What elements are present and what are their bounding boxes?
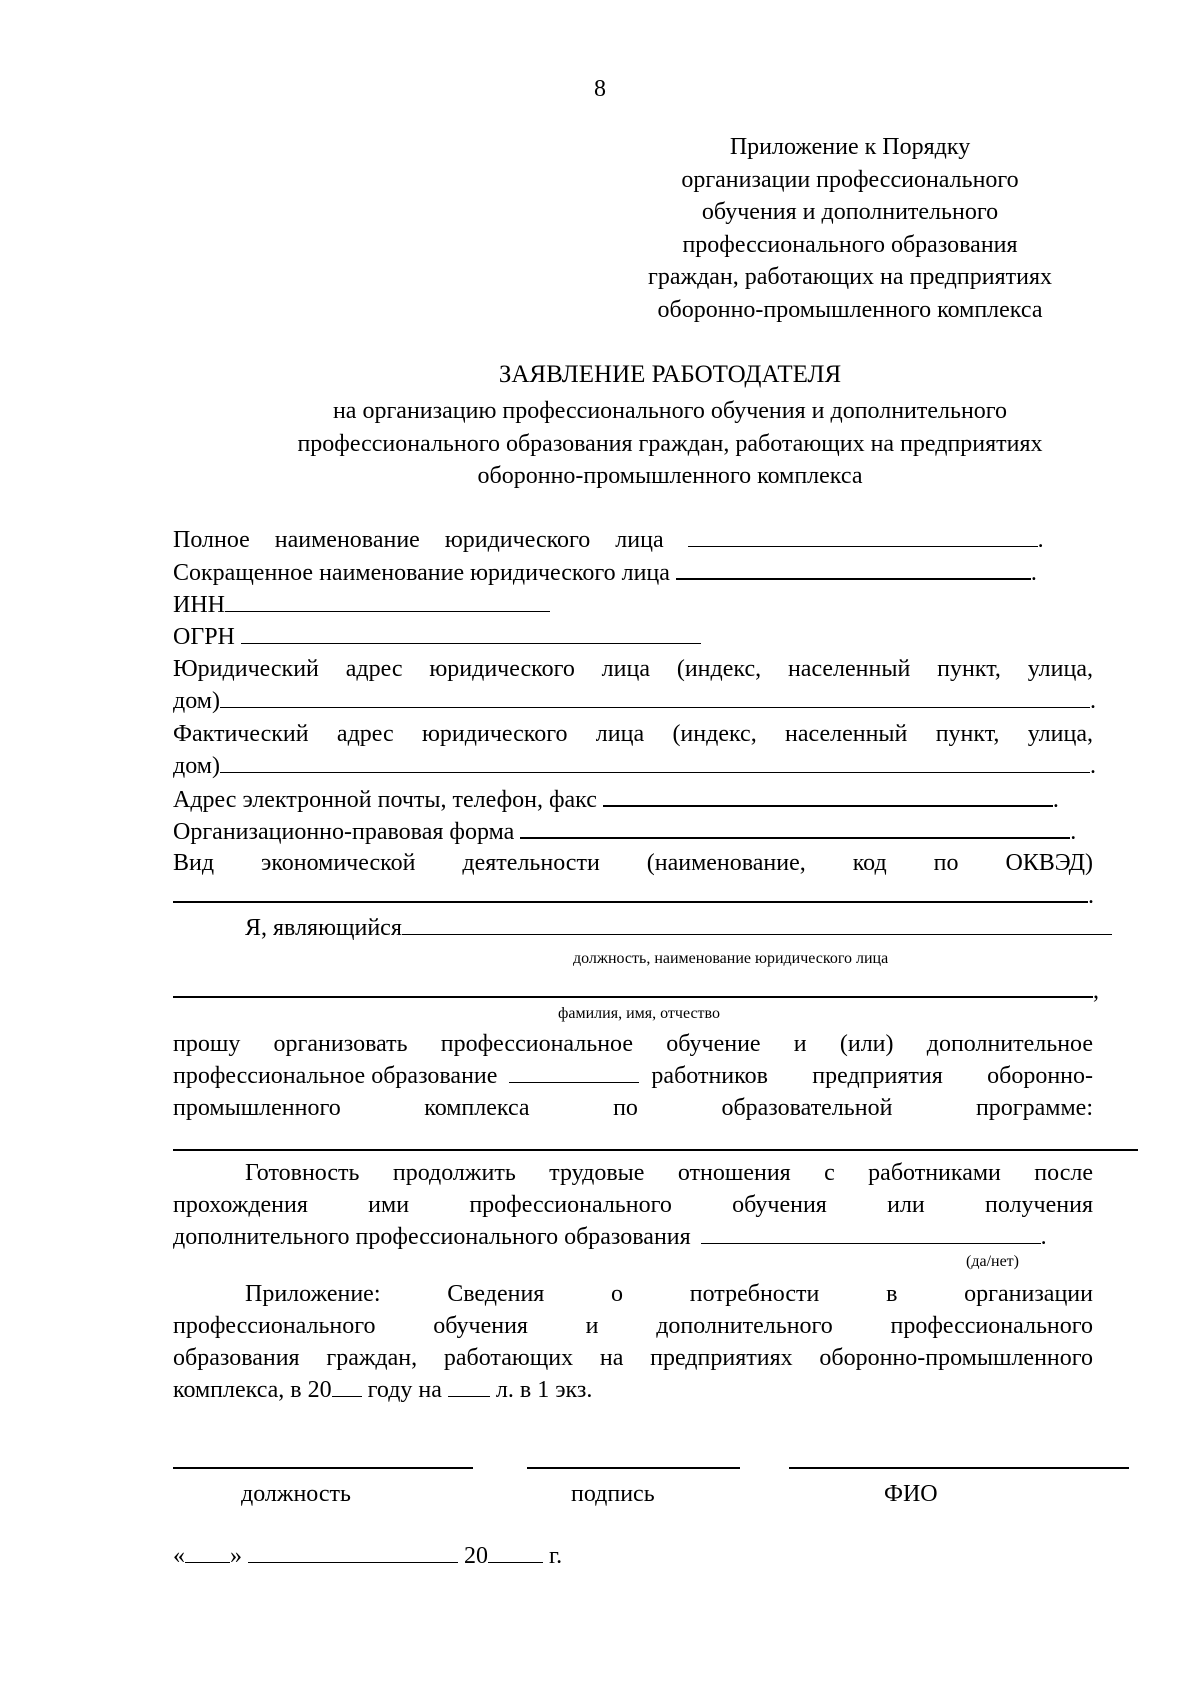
- day-input[interactable]: [185, 1541, 230, 1563]
- year-input[interactable]: [488, 1541, 543, 1563]
- date-line: [173, 1541, 1093, 1571]
- attachment-line-4: [173, 1375, 1093, 1405]
- sign-signature-line[interactable]: [527, 1467, 740, 1469]
- input-line[interactable]: [676, 557, 1031, 580]
- field-short-name: [173, 557, 1093, 588]
- field-label: дом): [173, 688, 220, 714]
- date-quote: «: [173, 1543, 185, 1569]
- input-line[interactable]: [173, 880, 1088, 903]
- field-period: .: [1088, 883, 1094, 909]
- field-period: .: [1030, 560, 1037, 586]
- request-text: работников предприятия оборонно-: [651, 1063, 1093, 1089]
- attachment-text: л. в 1 экз.: [495, 1377, 593, 1403]
- statement-i-am: [245, 913, 1145, 943]
- field-period: .: [1037, 527, 1044, 553]
- appendix-line: оборонно-промышленного комплекса: [657, 296, 1043, 323]
- field-ogrn: [173, 622, 1093, 652]
- signature-fio-label: ФИО: [884, 1481, 938, 1507]
- document-subtitle: [120, 395, 1200, 493]
- field-label: Полное наименование юридического лица: [173, 527, 664, 553]
- request-line: промышленного комплекса по образовательной программе:: [173, 1095, 1093, 1121]
- signature-sign-label: подпись: [571, 1481, 655, 1507]
- input-line[interactable]: [520, 816, 1070, 839]
- appendix-line: организации профессионального: [681, 166, 1019, 193]
- field-label: дом): [173, 753, 220, 779]
- input-line[interactable]: [688, 525, 1038, 547]
- appendix-line: профессионального образования: [682, 231, 1018, 258]
- field-actual-address: Фактический адрес юридического лица (индекс, населенный пункт, улица,: [173, 721, 1093, 747]
- field-label: Адрес электронной почты, телефон, факс: [173, 787, 597, 813]
- input-line[interactable]: [448, 1375, 490, 1397]
- appendix-heading: [600, 131, 1100, 326]
- field-inn: [173, 590, 1093, 620]
- field-activity: Вид экономической деятельности (наименование, код по ОКВЭД): [173, 850, 1093, 876]
- attachment-line: Приложение: Сведения о потребности в организации: [245, 1281, 1093, 1307]
- readiness-text: дополнительного профессионального образования: [173, 1224, 691, 1250]
- input-line[interactable]: [509, 1061, 639, 1083]
- program-input-line[interactable]: [173, 1149, 1138, 1151]
- field-contacts: [173, 784, 1093, 815]
- fio-signature-line[interactable]: [789, 1467, 1129, 1469]
- input-line[interactable]: [220, 686, 1090, 708]
- input-line[interactable]: [603, 784, 1053, 807]
- subtitle-line: на организацию профессионального обучения и дополнительного: [332, 398, 1008, 424]
- field-actual-address-cont: [173, 751, 1096, 781]
- field-full-name: [173, 525, 1093, 555]
- date-quote: »: [230, 1543, 242, 1569]
- appendix-line: Приложение к Порядку: [729, 134, 971, 160]
- field-period: .: [1089, 688, 1096, 714]
- request-line-2: [173, 1061, 1093, 1091]
- readiness-line: прохождения ими профессионального обучения или получения: [173, 1192, 1093, 1218]
- field-period: .: [1070, 819, 1077, 845]
- input-line[interactable]: [332, 1375, 362, 1397]
- signature-position-label: должность: [241, 1481, 351, 1507]
- statement-label: Я, являющийся: [245, 915, 402, 941]
- statement-comma: ,: [1093, 978, 1099, 1004]
- input-line[interactable]: [220, 751, 1090, 773]
- input-line[interactable]: [701, 1222, 1041, 1244]
- field-org-form: [173, 816, 1093, 847]
- field-legal-address: Юридический адрес юридического лица (индекс, населенный пункт, улица,: [173, 656, 1093, 682]
- field-label: Организационно-правовая форма: [173, 819, 515, 845]
- document-title: ЗАЯВЛЕНИЕ РАБОТОДАТЕЛЯ: [498, 361, 842, 388]
- input-line[interactable]: [225, 590, 550, 612]
- field-period: .: [1089, 753, 1096, 779]
- input-line[interactable]: [402, 913, 1112, 935]
- field-activity-cont: [173, 880, 1093, 911]
- attachment-line: профессионального обучения и дополнительного профессионального: [173, 1313, 1093, 1339]
- attachment-text: году на: [367, 1377, 442, 1403]
- caption-fio: фамилия, имя, отчество: [558, 1005, 720, 1022]
- field-label: ОГРН: [173, 624, 235, 650]
- subtitle-line: оборонно-промышленного комплекса: [477, 463, 863, 489]
- field-label: Сокращенное наименование юридического лица: [173, 560, 670, 586]
- caption-yes-no: (да/нет): [966, 1253, 1019, 1270]
- appendix-line: обучения и дополнительного: [701, 199, 999, 225]
- field-label: ИНН: [173, 592, 225, 618]
- field-period: .: [1052, 787, 1059, 813]
- month-input[interactable]: [248, 1541, 458, 1563]
- readiness-line: Готовность продолжить трудовые отношения с работниками после: [245, 1160, 1093, 1186]
- attachment-line: образования граждан, работающих на предприятиях оборонно-промышленного: [173, 1345, 1093, 1371]
- date-year-prefix: 20: [464, 1543, 488, 1569]
- attachment-text: комплекса, в 20: [173, 1377, 332, 1403]
- statement-fio-line: [173, 975, 1099, 1006]
- position-signature-line[interactable]: [173, 1467, 473, 1469]
- field-legal-address-cont: [173, 686, 1096, 716]
- appendix-line: граждан, работающих на предприятиях: [647, 264, 1052, 290]
- field-period: .: [1040, 1224, 1047, 1250]
- subtitle-line: профессионального образования граждан, работающих на предприятиях: [297, 430, 1043, 457]
- page-number: 8: [594, 76, 606, 102]
- date-year-suffix: г.: [549, 1543, 563, 1569]
- input-line[interactable]: [173, 975, 1093, 998]
- request-line: прошу организовать профессиональное обучение и (или) дополнительное: [173, 1031, 1093, 1057]
- readiness-line-3: [173, 1222, 1093, 1252]
- request-text: профессиональное образование: [173, 1063, 498, 1089]
- input-line[interactable]: [241, 622, 701, 644]
- caption-position: должность, наименование юридического лица: [573, 950, 889, 967]
